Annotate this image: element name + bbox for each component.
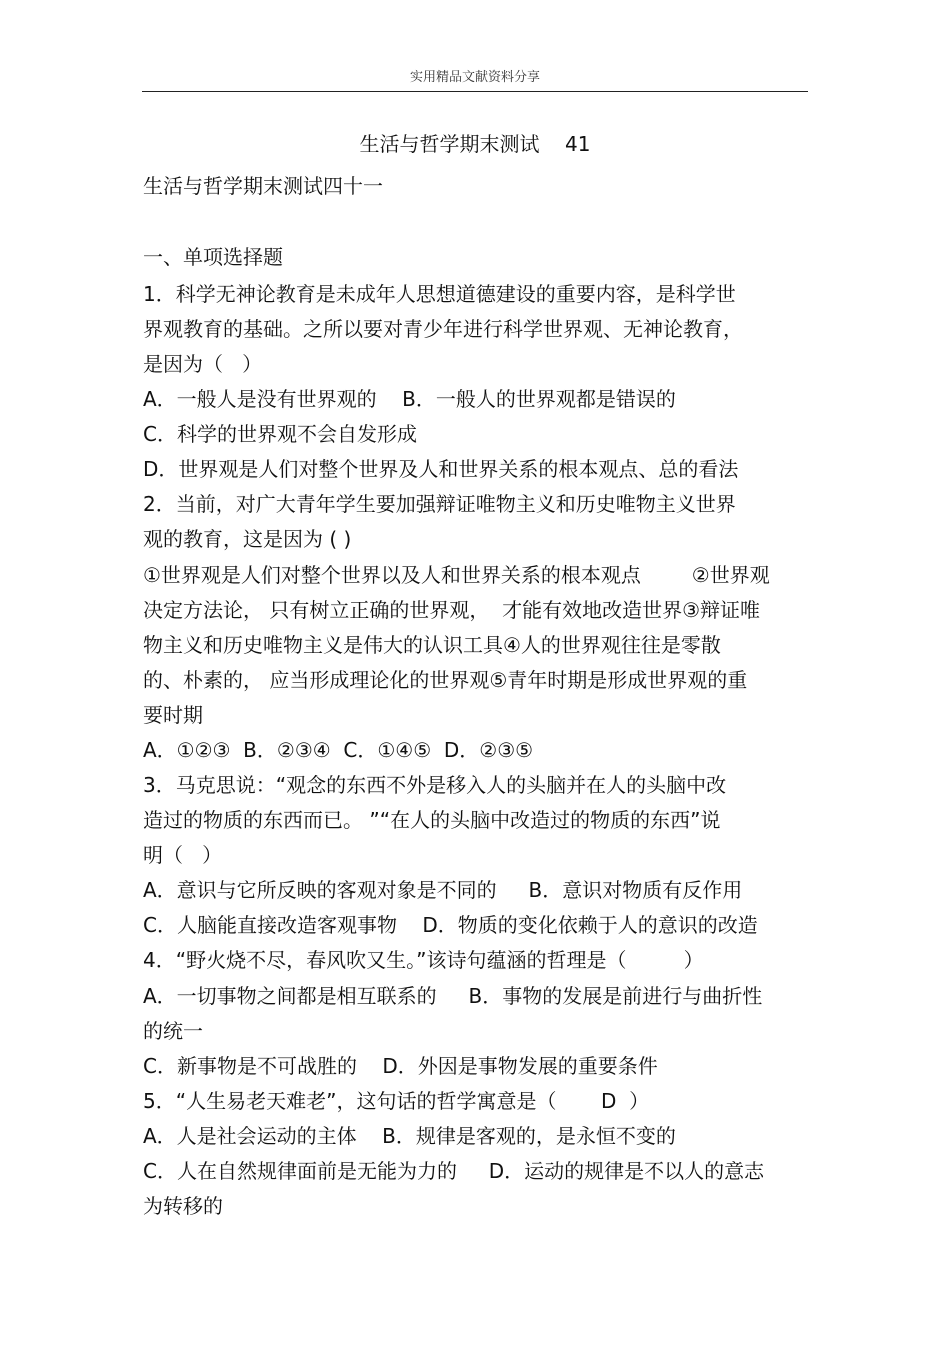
question-1-line: 界观教育的基础。之所以要对青少年进行科学世界观、无神论教育， — [143, 317, 743, 341]
question-3-option: C．人脑能直接改造客观事物 D．物质的变化依赖于人的意识的改造 — [143, 913, 758, 937]
question-3-option: A．意识与它所反映的客观对象是不同的 B．意识对物质有反作用 — [143, 878, 743, 902]
question-2-statement: ①世界观是人们对整个世界以及人和世界关系的根本观点 ②世界观 — [143, 563, 770, 587]
question-2-statement: 物主义和历史唯物主义是伟大的认识工具④人的世界观往往是零散 — [143, 633, 721, 657]
question-1-option: D．世界观是人们对整个世界及人和世界关系的根本观点、总的看法 — [143, 457, 739, 481]
question-4-option: C．新事物是不可战胜的 D．外因是事物发展的重要条件 — [143, 1054, 658, 1078]
question-4-option: A．一切事物之间都是相互联系的 B．事物的发展是前进行与曲折性 — [143, 984, 763, 1008]
header-divider — [142, 91, 808, 92]
subtitle-line: 生活与哲学期末测试四十一 — [143, 174, 383, 198]
question-1-line: 1．科学无神论教育是未成年人思想道德建设的重要内容，是科学世 — [143, 282, 736, 306]
question-1-line: 是因为（ ） — [143, 352, 263, 376]
question-2-line: 观的教育，这是因为 ( ) — [143, 527, 352, 551]
question-2-statement: 决定方法论， 只有树立正确的世界观， 才能有效地改造世界③辩证唯 — [143, 598, 761, 622]
question-2-options: A．①②③ B．②③④ C．①④⑤ D．②③⑤ — [143, 738, 534, 762]
question-5-option: A．人是社会运动的主体 B．规律是客观的，是永恒不变的 — [143, 1124, 676, 1148]
document-title: 生活与哲学期末测试 41 — [359, 132, 591, 156]
question-3-line: 造过的物质的东西而已。 ”“在人的头脑中改造过的物质的东西”说 — [143, 808, 721, 832]
question-3-line: 3．马克思说：“观念的东西不外是移入人的头脑并在人的头脑中改 — [143, 773, 727, 797]
question-4-option: 的统一 — [143, 1019, 203, 1043]
question-2-line: 2．当前，对广大青年学生要加强辩证唯物主义和历史唯物主义世界 — [143, 492, 736, 516]
question-5-line: 5．“人生易老天难老”，这句话的哲学寓意是（ D ） — [143, 1089, 650, 1113]
question-1-option: C．科学的世界观不会自发形成 — [143, 422, 417, 446]
question-2-statement: 的、朴素的， 应当形成理论化的世界观⑤青年时期是形成世界观的重 — [143, 668, 748, 692]
question-4-line: 4．“野火烧不尽，春风吹又生。”该诗句蕴涵的哲理是（ ） — [143, 948, 704, 972]
question-3-line: 明（ ） — [143, 843, 223, 867]
section-heading: 一、单项选择题 — [143, 245, 283, 269]
question-5-option: 为转移的 — [143, 1194, 223, 1218]
question-1-option: A．一般人是没有世界观的 B．一般人的世界观都是错误的 — [143, 387, 676, 411]
question-2-statement: 要时期 — [143, 703, 203, 727]
question-5-option: C．人在自然规律面前是无能为力的 D．运动的规律是不以人的意志 — [143, 1159, 765, 1183]
page-header: 实用精品文献资料分享 — [409, 70, 540, 85]
